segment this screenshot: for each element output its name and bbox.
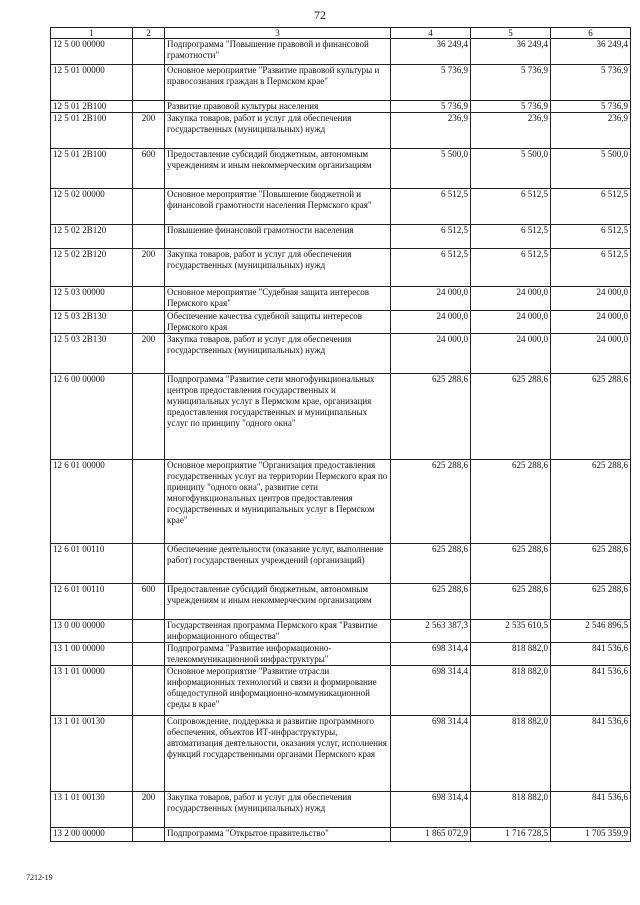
row-value-col6: 24 000,0 — [551, 287, 631, 311]
table-header-row — [51, 28, 631, 39]
row-code: 12 5 01 00000 — [51, 65, 133, 101]
row-name: Развитие правовой культуры населения — [165, 101, 391, 113]
row-code: 12 5 01 2В100 — [51, 113, 133, 149]
row-name: Государственная программа Пермского края "Развитие информационного общества" — [165, 620, 391, 643]
row-name: Повышение финансовой грамотности населения — [165, 225, 391, 249]
table-row — [51, 792, 631, 828]
row-value-col4: 625 288,6 — [391, 584, 471, 620]
row-name: Закупка товаров, работ и услуг для обеспечения государственных (муниципальных) нужд — [165, 113, 391, 149]
row-value-col6: 2 546 896,5 — [551, 620, 631, 643]
row-value-col5: 818 882,0 — [471, 792, 551, 828]
table-row — [51, 149, 631, 189]
table-row — [51, 39, 631, 65]
row-value-col5: 6 512,5 — [471, 189, 551, 225]
table-row — [51, 249, 631, 287]
row-value-col4: 6 512,5 — [391, 225, 471, 249]
footer-code: 7212-19 — [26, 873, 53, 882]
row-value-col4: 2 563 387,3 — [391, 620, 471, 643]
row-expense-type: 600 — [133, 584, 165, 620]
row-value-col5: 5 500,0 — [471, 149, 551, 189]
table-row — [51, 189, 631, 225]
row-expense-type: 200 — [133, 113, 165, 149]
row-name: Подпрограмма "Открытое правительство" — [165, 828, 391, 842]
table-row — [51, 460, 631, 544]
table-row — [51, 311, 631, 334]
row-value-col6: 841 536,6 — [551, 643, 631, 666]
row-value-col5: 5 736,9 — [471, 101, 551, 113]
row-code: 13 1 00 00000 — [51, 643, 133, 666]
row-expense-type — [133, 65, 165, 101]
row-code: 13 1 01 00000 — [51, 666, 133, 716]
row-value-col6: 5 500,0 — [551, 149, 631, 189]
row-value-col6: 5 736,9 — [551, 65, 631, 101]
table-row — [51, 620, 631, 643]
row-value-col5: 24 000,0 — [471, 334, 551, 374]
row-value-col4: 5 500,0 — [391, 149, 471, 189]
row-name: Предоставление субсидий бюджетным, автономным учреждениям и иным некоммерческим организациям — [165, 149, 391, 189]
row-expense-type — [133, 666, 165, 716]
row-code: 13 1 01 00130 — [51, 792, 133, 828]
row-code: 12 5 01 2В100 — [51, 101, 133, 113]
table-row — [51, 544, 631, 584]
row-expense-type — [133, 643, 165, 666]
row-value-col6: 6 512,5 — [551, 249, 631, 287]
header-cell: 1 — [51, 28, 133, 39]
row-expense-type: 200 — [133, 249, 165, 287]
row-code: 12 6 01 00110 — [51, 544, 133, 584]
row-expense-type — [133, 101, 165, 113]
header-cell: 4 — [391, 28, 471, 39]
table-row — [51, 113, 631, 149]
row-name: Обеспечение деятельности (оказание услуг, выполнение работ) государственных учреждений (организаций) — [165, 544, 391, 584]
row-value-col4: 24 000,0 — [391, 311, 471, 334]
row-code: 12 6 01 00110 — [51, 584, 133, 620]
row-expense-type — [133, 620, 165, 643]
row-name: Основное мероприятие "Организация предоставления государственных услуг на территории Пермского края по принципу "одного окна", развитие сети многофункциональных центров предоставления государственных и муниципальных услуг в Пермском крае" — [165, 460, 391, 544]
row-value-col4: 24 000,0 — [391, 287, 471, 311]
row-value-col4: 6 512,5 — [391, 249, 471, 287]
row-value-col4: 698 314,4 — [391, 643, 471, 666]
row-value-col5: 625 288,6 — [471, 460, 551, 544]
row-name: Основное мероприятие "Судебная защита интересов Пермского края" — [165, 287, 391, 311]
row-name: Сопровождение, поддержка и развитие программного обеспечения, объектов ИТ-инфраструктуры, автоматизация деятельности, оказания услуг, исполнения функций государственными органами Пермского края — [165, 716, 391, 792]
row-value-col4: 698 314,4 — [391, 716, 471, 792]
row-value-col6: 24 000,0 — [551, 334, 631, 374]
row-value-col5: 2 535 610,5 — [471, 620, 551, 643]
row-code: 13 2 00 00000 — [51, 828, 133, 842]
table-row — [51, 584, 631, 620]
row-code: 12 5 03 2В130 — [51, 311, 133, 334]
row-value-col4: 698 314,4 — [391, 792, 471, 828]
row-value-col6: 236,9 — [551, 113, 631, 149]
row-code: 12 5 02 2В120 — [51, 225, 133, 249]
row-value-col6: 625 288,6 — [551, 584, 631, 620]
table-row — [51, 287, 631, 311]
row-expense-type — [133, 716, 165, 792]
row-value-col5: 24 000,0 — [471, 287, 551, 311]
row-value-col6: 6 512,5 — [551, 225, 631, 249]
row-value-col5: 6 512,5 — [471, 249, 551, 287]
row-value-col4: 625 288,6 — [391, 544, 471, 584]
row-value-col5: 818 882,0 — [471, 716, 551, 792]
row-expense-type — [133, 460, 165, 544]
header-cell: 2 — [133, 28, 165, 39]
header-cell: 3 — [165, 28, 391, 39]
row-value-col6: 24 000,0 — [551, 311, 631, 334]
row-code: 12 5 03 2В130 — [51, 334, 133, 374]
row-value-col4: 1 865 072,9 — [391, 828, 471, 842]
row-value-col5: 1 716 728,5 — [471, 828, 551, 842]
row-value-col6: 841 536,6 — [551, 666, 631, 716]
row-name: Обеспечение качества судебной защиты интересов Пермского края — [165, 311, 391, 334]
row-value-col4: 36 249,4 — [391, 39, 471, 65]
row-value-col5: 625 288,6 — [471, 544, 551, 584]
row-code: 12 6 01 00000 — [51, 460, 133, 544]
row-name: Подпрограмма "Развитие информационно-телекоммуникационной инфраструктуры" — [165, 643, 391, 666]
row-value-col6: 841 536,6 — [551, 716, 631, 792]
row-expense-type: 200 — [133, 792, 165, 828]
row-value-col4: 24 000,0 — [391, 334, 471, 374]
header-cell: 6 — [551, 28, 631, 39]
row-name: Подпрограмма "Развитие сети многофункциональных центров предоставления государственных и муниципальных услуг в Пермском крае, организация предоставления государственных и муниципальных услуг по принципу "одного окна" — [165, 374, 391, 460]
row-value-col5: 625 288,6 — [471, 374, 551, 460]
row-value-col5: 5 736,9 — [471, 65, 551, 101]
row-name: Основное мероприятие "Повышение бюджетной и финансовой грамотности населения Пермского края" — [165, 189, 391, 225]
row-code: 13 0 00 00000 — [51, 620, 133, 643]
row-value-col5: 236,9 — [471, 113, 551, 149]
row-value-col4: 5 736,9 — [391, 101, 471, 113]
table-row — [51, 828, 631, 842]
row-value-col4: 698 314,4 — [391, 666, 471, 716]
row-value-col5: 24 000,0 — [471, 311, 551, 334]
row-name: Подпрограмма "Повышение правовой и финансовой грамотности" — [165, 39, 391, 65]
row-value-col6: 6 512,5 — [551, 189, 631, 225]
budget-table — [50, 27, 631, 842]
row-value-col6: 625 288,6 — [551, 460, 631, 544]
row-value-col6: 625 288,6 — [551, 374, 631, 460]
table-row — [51, 666, 631, 716]
row-value-col5: 818 882,0 — [471, 666, 551, 716]
row-expense-type: 600 — [133, 149, 165, 189]
table-row — [51, 374, 631, 460]
row-code: 12 5 00 00000 — [51, 39, 133, 65]
row-code: 12 5 01 2В100 — [51, 149, 133, 189]
row-name: Закупка товаров, работ и услуг для обеспечения государственных (муниципальных) нужд — [165, 792, 391, 828]
row-expense-type — [133, 189, 165, 225]
table-row — [51, 334, 631, 374]
row-expense-type: 200 — [133, 334, 165, 374]
header-cell: 5 — [471, 28, 551, 39]
table-row — [51, 643, 631, 666]
row-value-col6: 5 736,9 — [551, 101, 631, 113]
table-row — [51, 225, 631, 249]
row-value-col4: 5 736,9 — [391, 65, 471, 101]
page-number: 72 — [314, 8, 326, 22]
row-expense-type — [133, 828, 165, 842]
row-value-col5: 6 512,5 — [471, 225, 551, 249]
row-name: Закупка товаров, работ и услуг для обеспечения государственных (муниципальных) нужд — [165, 334, 391, 374]
row-name: Закупка товаров, работ и услуг для обеспечения государственных (муниципальных) нужд — [165, 249, 391, 287]
row-expense-type — [133, 225, 165, 249]
row-value-col4: 6 512,5 — [391, 189, 471, 225]
row-code: 12 5 03 00000 — [51, 287, 133, 311]
row-code: 12 5 02 2В120 — [51, 249, 133, 287]
row-name: Основное мероприятие "Развитие правовой культуры и правосознания граждан в Пермском крае" — [165, 65, 391, 101]
table-row — [51, 65, 631, 101]
row-expense-type — [133, 39, 165, 65]
row-expense-type — [133, 374, 165, 460]
row-name: Основное мероприятие "Развитие отрасли информационных технологий и связи и формирование общедоступной информационно-коммуникационной среды в крае" — [165, 666, 391, 716]
row-value-col6: 841 536,6 — [551, 792, 631, 828]
row-name: Предоставление субсидий бюджетным, автономным учреждениям и иным некоммерческим организациям — [165, 584, 391, 620]
row-expense-type — [133, 287, 165, 311]
row-code: 13 1 01 00130 — [51, 716, 133, 792]
row-value-col4: 236,9 — [391, 113, 471, 149]
row-value-col6: 1 705 359,9 — [551, 828, 631, 842]
row-expense-type — [133, 311, 165, 334]
row-value-col6: 36 249,4 — [551, 39, 631, 65]
row-value-col5: 818 882,0 — [471, 643, 551, 666]
row-value-col4: 625 288,6 — [391, 374, 471, 460]
table-row — [51, 101, 631, 113]
row-value-col5: 625 288,6 — [471, 584, 551, 620]
row-value-col4: 625 288,6 — [391, 460, 471, 544]
row-value-col6: 625 288,6 — [551, 544, 631, 584]
row-code: 12 6 00 00000 — [51, 374, 133, 460]
row-code: 12 5 02 00000 — [51, 189, 133, 225]
row-value-col5: 36 249,4 — [471, 39, 551, 65]
row-expense-type — [133, 544, 165, 584]
table-row — [51, 716, 631, 792]
